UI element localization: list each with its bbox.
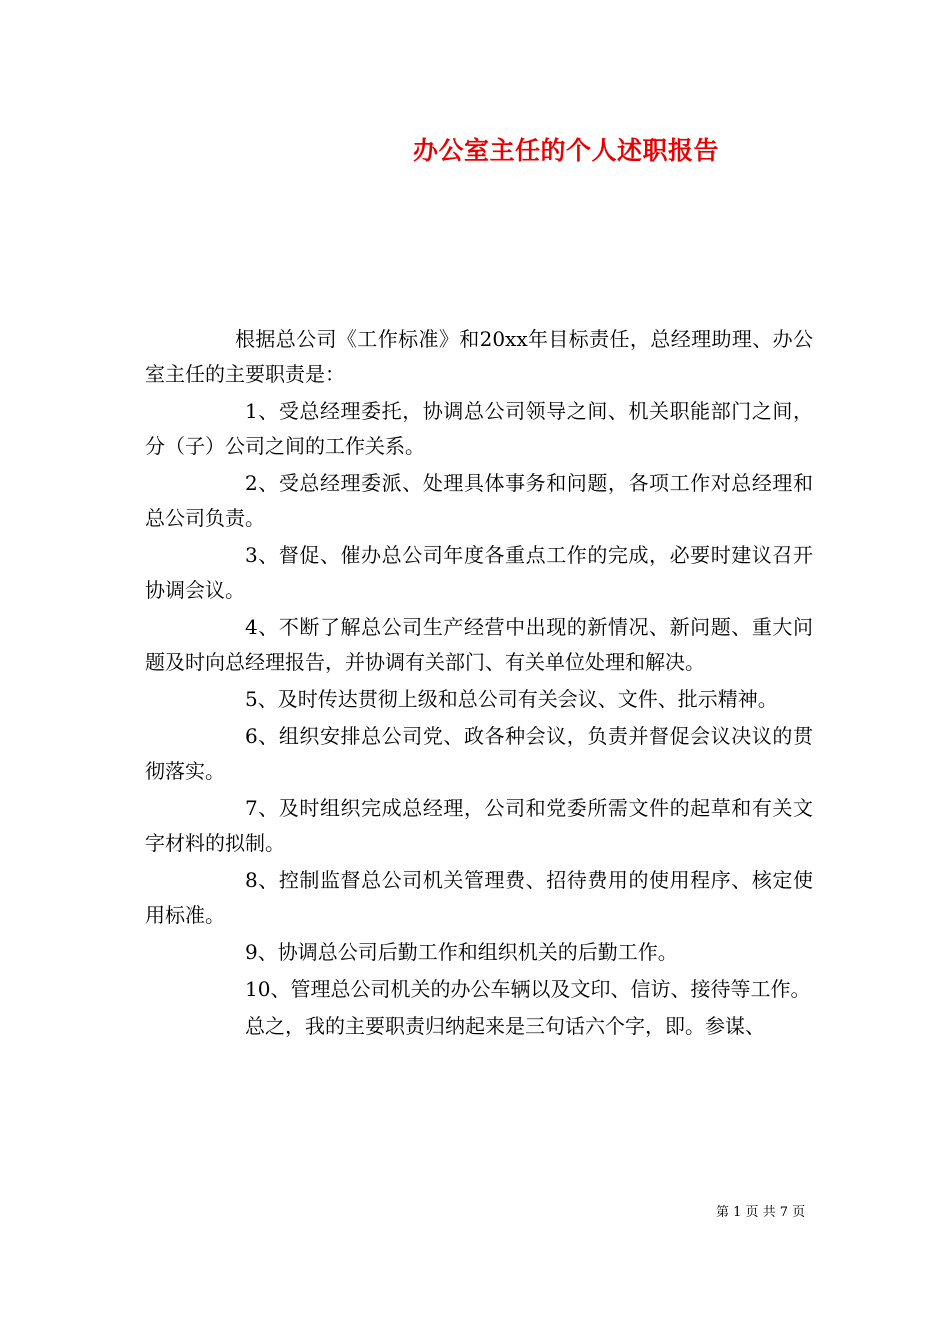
paragraph-duty-2: 2、受总经理委派、处理具体事务和问题，各项工作对总经理和总公司负责。 xyxy=(145,471,813,530)
document-body xyxy=(145,322,813,1046)
paragraph-summary: 总之，我的主要职责归纳起来是三句话六个字，即。参谋、 xyxy=(245,1014,765,1038)
paragraph-duty-9: 9、协调总公司后勤工作和组织机关的后勤工作。 xyxy=(245,940,678,964)
paragraph-duty-4: 4、不断了解总公司生产经营中出现的新情况、新问题、重大问题及时向总经理报告，并协调有关部门、有关单位处理和解决。 xyxy=(145,615,813,674)
paragraph-duty-3: 3、督促、催办总公司年度各重点工作的完成，必要时建议召开协调会议。 xyxy=(145,543,813,602)
paragraph-duty-5: 5、及时传达贯彻上级和总公司有关会议、文件、批示精神。 xyxy=(245,687,778,711)
document-title: 办公室主任的个人述职报告 xyxy=(413,136,720,165)
paragraph-intro: 根据总公司《工作标准》和20xx年目标责任，总经理助理、办公室主任的主要职责是： xyxy=(145,327,813,386)
paragraph-duty-8: 8、控制监督总公司机关管理费、招待费用的使用程序、核定使用标准。 xyxy=(145,868,813,927)
paragraph-duty-10: 10、管理总公司机关的办公车辆以及文印、信访、接待等工作。 xyxy=(245,977,811,1001)
paragraph-duty-6: 6、组织安排总公司党、政各种会议，负责并督促会议决议的贯彻落实。 xyxy=(145,724,813,783)
paragraph-duty-7: 7、及时组织完成总经理，公司和党委所需文件的起草和有关文字材料的拟制。 xyxy=(145,796,813,855)
paragraph-duty-1: 1、受总经理委托，协调总公司领导之间、机关职能部门之间，分（子）公司之间的工作关系。 xyxy=(145,399,813,458)
page-number: 第 1 页 共 7 页 xyxy=(716,1205,806,1220)
